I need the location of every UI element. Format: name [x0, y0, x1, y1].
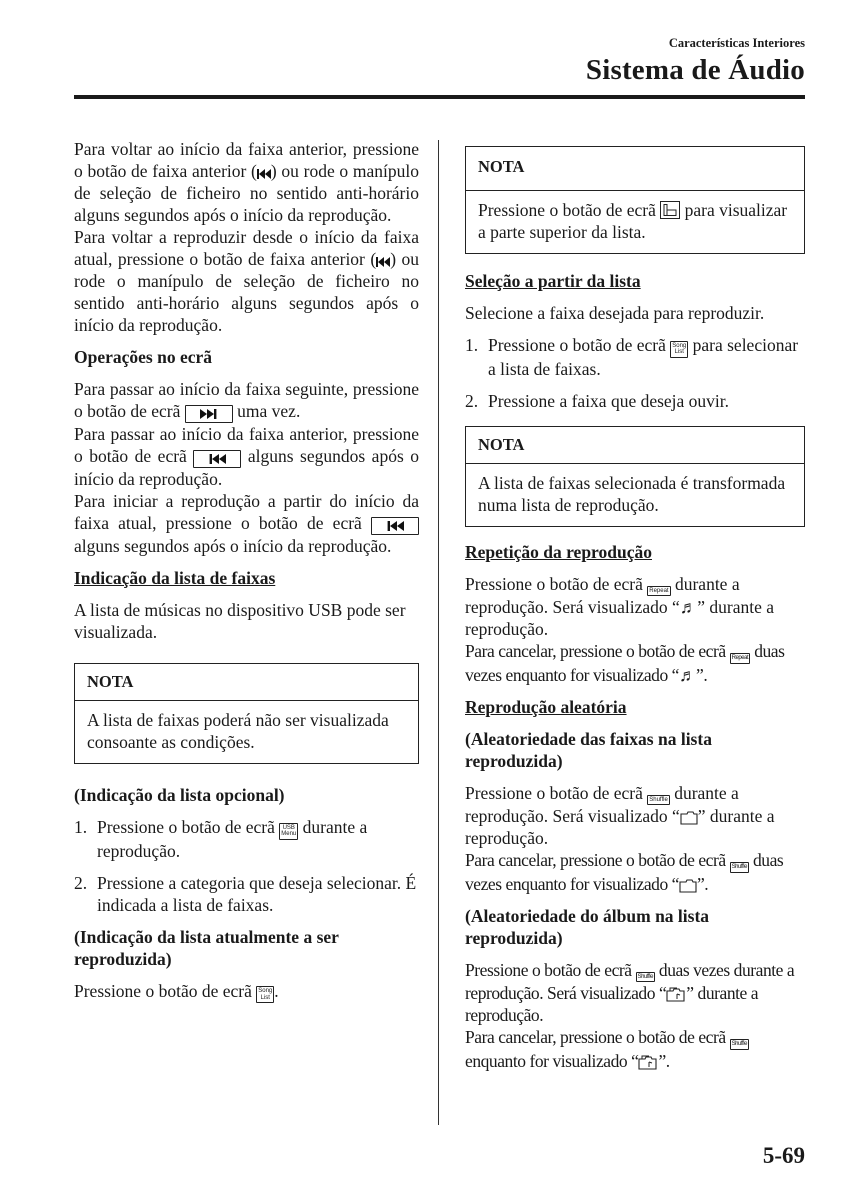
- list-item: 1. Pressione o botão de ecrã USB Menu durante a reprodução.: [74, 817, 368, 861]
- text: ”.: [696, 873, 709, 894]
- previous-track-button-icon: [193, 450, 241, 468]
- section-select-from-list-title: Seleção a partir da lista: [465, 271, 641, 291]
- text: Para iniciar a reprodução a partir do início da faixa atual, pressione o botão de ecrã: [74, 491, 419, 533]
- text: Pressione o botão de ecrã: [465, 959, 632, 980]
- previous-track-icon: [376, 256, 390, 268]
- list-item: 2. Pressione a categoria que deseja selecionar. É indicada a lista de faixas.: [74, 872, 419, 916]
- subsection-random-album-title: (Aleatoriedade do álbum na lista reproduzida): [465, 905, 710, 948]
- note-text: A lista de faixas selecionada é transformada numa lista de reprodução.: [478, 472, 786, 515]
- text: Pressione o botão de ecrã: [97, 817, 275, 837]
- section-random-title: Reprodução aleatória: [465, 696, 627, 717]
- paragraph-screen-operations: [74, 378, 419, 557]
- text: Pressione a faixa que deseja ouvir.: [488, 390, 730, 411]
- repeat-music-note-icon: ♬: [678, 664, 697, 685]
- folder-icon: [679, 879, 697, 893]
- text: para visualizar a parte superior da lista.: [478, 200, 788, 242]
- shuffle-button-icon: Shuffle: [730, 1039, 749, 1050]
- text: durante a reprodução. Será visualizado “: [465, 573, 740, 617]
- repeat-button-icon: Repeat: [647, 586, 670, 597]
- text: ” durante a reprodução.: [465, 806, 775, 848]
- text: duas vezes durante a reprodução. Será visualizado “: [465, 959, 795, 1003]
- text: durante a reprodução. Será visualizado “: [465, 782, 739, 826]
- repeat-button-icon: Repeat: [730, 653, 751, 664]
- text: alguns segundos após o início da reprodução.: [74, 536, 392, 556]
- text: ) ou rode o manípulo de seleção de ficheiro no sentido anti-horário alguns segundos após o início da reprodução.: [74, 249, 420, 335]
- paragraph-random-tracks: [465, 782, 805, 895]
- text: Para voltar ao início da faixa anterior, pressione o botão de faixa anterior (: [74, 139, 419, 181]
- list-item: 2. Pressione a faixa que deseja ouvir.: [465, 390, 805, 412]
- text: Para voltar a reproduzir desde o início da faixa atual, pressione o botão de faixa anterior (: [74, 227, 419, 269]
- section-optional-list-title: (Indicação da lista opcional): [74, 785, 285, 805]
- list-top-icon: [660, 201, 680, 219]
- note-label: NOTA: [466, 427, 804, 464]
- header-rule: [74, 95, 805, 99]
- previous-track-icon: [257, 168, 271, 180]
- shuffle-button-icon: Shuffle: [636, 972, 655, 983]
- text: ”.: [658, 1050, 670, 1071]
- column-divider: [438, 140, 439, 1125]
- text: Pressione o botão de ecrã: [74, 980, 252, 1001]
- left-column: [74, 138, 419, 1013]
- paragraph-random-album: [465, 959, 805, 1072]
- text: duas vezes enquanto for visualizado “: [465, 641, 785, 685]
- note-text: A lista de faixas poderá não ser visualizada consoante as condições.: [87, 710, 389, 752]
- paragraph-previous-track: [74, 138, 419, 336]
- note-box: [465, 426, 805, 527]
- note-box: [74, 663, 419, 764]
- note-label: NOTA: [466, 147, 804, 191]
- text: para selecionar a lista de faixas.: [488, 335, 799, 379]
- text: Pressione o botão de ecrã: [488, 335, 666, 355]
- text: Pressione a categoria que deseja selecionar. É indicada a lista de faixas.: [97, 872, 417, 915]
- note-text: [466, 191, 804, 253]
- text: enquanto for visualizado “: [465, 1050, 639, 1071]
- list-item: 1. Pressione o botão de ecrã Song List para selecionar a lista de faixas.: [465, 335, 799, 379]
- text: duas vezes enquanto for visualizado “: [465, 850, 784, 894]
- shuffle-button-icon: Shuffle: [730, 862, 749, 873]
- section-screen-operations-title: Operações no ecrã: [74, 347, 213, 367]
- text: alguns segundos após o início da reprodução.: [74, 446, 420, 489]
- song-list-button-icon: Song List: [670, 341, 688, 358]
- header-subtitle: Características Interiores: [668, 36, 805, 50]
- usb-menu-button-icon: USB Menu: [279, 823, 298, 840]
- album-folder-icon: [638, 1055, 658, 1070]
- paragraph-current-list: [74, 980, 419, 1004]
- text: Para cancelar, pressione o botão de ecrã: [465, 850, 726, 870]
- text: uma vez.: [237, 401, 301, 421]
- text: .: [274, 980, 279, 1001]
- page-number: 5-69: [762, 1143, 805, 1168]
- text: Para passar ao início da faixa seguinte, pressione o botão de ecrã: [74, 379, 419, 421]
- text: ” durante a reprodução.: [465, 983, 759, 1025]
- section-current-list-title: (Indicação da lista atualmente a ser reproduzida): [74, 926, 339, 969]
- text: Pressione o botão de ecrã: [465, 782, 643, 803]
- page-title: Sistema de Áudio: [585, 54, 805, 86]
- text: Pressione o botão de ecrã: [465, 573, 643, 594]
- repeat-music-note-icon: ♬: [679, 597, 698, 617]
- text: Pressione o botão de ecrã: [478, 200, 656, 220]
- folder-icon: [680, 811, 698, 825]
- text: ”.: [696, 664, 708, 685]
- paragraph-select: Selecione a faixa desejada para reproduzir.: [465, 303, 765, 323]
- note-box: [465, 146, 805, 254]
- text: durante a reprodução.: [97, 817, 368, 861]
- text: ” durante a reprodução.: [465, 597, 775, 639]
- text: Para cancelar, pressione o botão de ecrã: [465, 641, 726, 661]
- paragraph-track-list: A lista de músicas no dispositivo USB pode ser visualizada.: [74, 600, 406, 642]
- text: Para cancelar, pressione o botão de ecrã: [465, 1027, 726, 1047]
- next-track-button-icon: [185, 405, 233, 423]
- section-track-list-title: Indicação da lista de faixas: [74, 568, 276, 588]
- shuffle-button-icon: Shuffle: [647, 795, 670, 806]
- section-repeat-title: Repetição da reprodução: [465, 541, 652, 562]
- text: ) ou rode o manípulo de seleção de ficheiro no sentido anti-horário alguns segundos após o início da reprodução.: [74, 161, 419, 225]
- note-label: NOTA: [75, 664, 418, 701]
- previous-track-button-icon: [371, 517, 419, 535]
- text: Para passar ao início da faixa anterior, pressione o botão de ecrã: [74, 424, 419, 466]
- subsection-random-tracks-title: (Aleatoriedade das faixas na lista reproduzida): [465, 728, 712, 771]
- album-folder-icon: [666, 987, 686, 1002]
- paragraph-repeat: [465, 573, 805, 686]
- song-list-button-icon: Song List: [256, 986, 274, 1003]
- right-column: [465, 146, 805, 1082]
